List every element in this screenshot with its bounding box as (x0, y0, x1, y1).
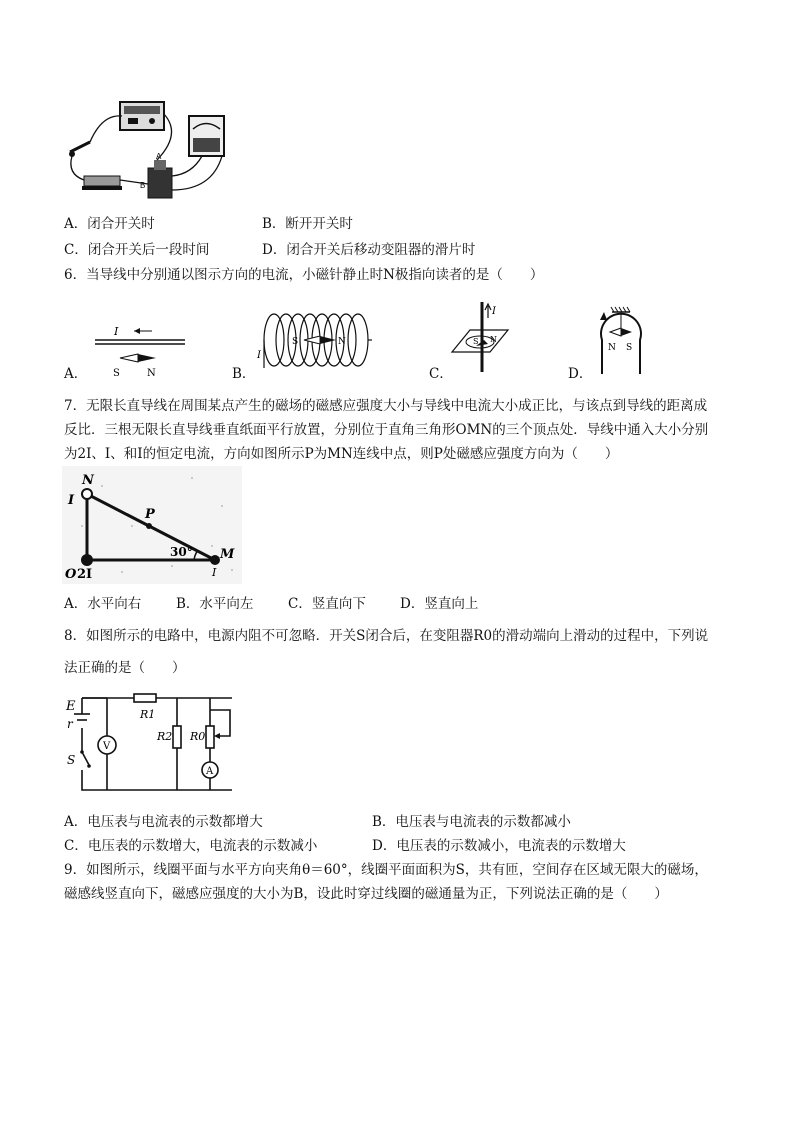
svg-text:A: A (206, 766, 214, 777)
q8-circuit-figure (62, 692, 244, 796)
q6-option-d: D． (568, 366, 593, 382)
svg-text:R0: R0 (190, 730, 206, 743)
q6-figure-c (446, 300, 516, 374)
q5-apparatus-figure (62, 94, 237, 199)
q6-stem: 6．当导线中分别通以图示方向的电流，小磁针静止时N极指向读者的是（ ） (64, 267, 544, 283)
q7-option-c: C．竖直向下 (288, 596, 366, 612)
svg-text:N: N (608, 343, 616, 353)
q7-option-b: B．水平向左 (176, 596, 254, 612)
svg-text:S: S (292, 337, 299, 347)
svg-text:R1: R1 (140, 708, 156, 721)
q7-option-d: D．竖直向上 (400, 596, 479, 612)
svg-text:I: I (212, 566, 217, 579)
q9-stem-line2: 磁感线竖直向下，磁感应强度的大小为B，设此时穿过线圈的磁通量为正，下列说法正确的是（ ） (64, 886, 668, 902)
q6-option-a: A． (64, 366, 88, 382)
svg-text:2I: 2I (77, 567, 93, 582)
q7-stem-line2: 反比．三根无限长直导线垂直纸面平行放置，分别位于直角三角形OMN的三个顶点处．导线中通入大小分别 (64, 422, 709, 438)
svg-text:S: S (473, 337, 479, 346)
q8-option-d: D．电压表的示数减小，电流表的示数增大 (372, 838, 626, 854)
q6-figure-a (90, 318, 200, 378)
q7-triangle-figure (62, 466, 242, 584)
q6-option-b: B． (232, 366, 256, 382)
svg-text:E: E (66, 699, 76, 714)
label-b: B (140, 181, 146, 190)
q9-stem-line1: 9．如图所示，线圈平面与水平方向夹角θ＝60°，线圈平面面积为S，共有匝，空间存在区域无限大的磁场， (64, 862, 708, 878)
svg-text:V: V (103, 741, 111, 752)
svg-text:I: I (257, 350, 261, 361)
svg-text:S: S (113, 368, 120, 378)
q7-stem-line3: 为2I、I、和I的恒定电流，方向如图所示P为MN连线中点，则P处磁感应强度方向为（ ） (64, 446, 619, 462)
svg-text:N: N (338, 337, 346, 347)
q6-option-c: C． (429, 366, 453, 382)
q8-stem-line1: 8．如图所示的电路中，电源内阻不可忽略．开关S闭合后，在变阻器R0的滑动端向上滑动的过程中，下列说 (64, 628, 709, 644)
svg-text:S: S (626, 343, 633, 353)
q8-option-b: B．电压表与电流表的示数都减小 (372, 814, 571, 830)
svg-text:N: N (147, 368, 156, 378)
q5-option-d: D．闭合开关后移动变阻器的滑片时 (262, 242, 476, 258)
svg-text:R2: R2 (157, 730, 173, 743)
svg-text:r: r (67, 717, 73, 731)
q7-option-a: A．水平向右 (64, 596, 142, 612)
q6-figure-d (588, 300, 654, 376)
q7-stem-line1: 7．无限长直导线在周围某点产生的磁场的磁感应强度大小与导线中电流大小成正比，与该点到导线的距离成 (64, 398, 708, 414)
svg-text:P: P (145, 507, 155, 522)
svg-text:30°: 30° (170, 545, 193, 559)
label-a: A (156, 152, 162, 161)
svg-text:S: S (67, 753, 76, 767)
q6-figure-b (252, 306, 380, 376)
q5-option-b: B．断开开关时 (262, 216, 353, 232)
q8-option-c: C．电压表的示数增大，电流表的示数减小 (64, 838, 318, 854)
svg-text:I: I (114, 325, 119, 338)
svg-text:N: N (82, 473, 94, 488)
q5-option-a: A．闭合开关时 (64, 216, 155, 232)
svg-text:I: I (492, 306, 496, 317)
q8-stem-line2: 法正确的是（ ） (64, 660, 186, 676)
svg-text:O: O (65, 567, 77, 582)
q5-option-c: C．闭合开关后一段时间 (64, 242, 210, 258)
svg-text:M: M (220, 547, 235, 562)
svg-text:N: N (490, 335, 497, 344)
q8-option-a: A．电压表与电流表的示数都增大 (64, 814, 263, 830)
svg-text:I: I (68, 493, 75, 508)
